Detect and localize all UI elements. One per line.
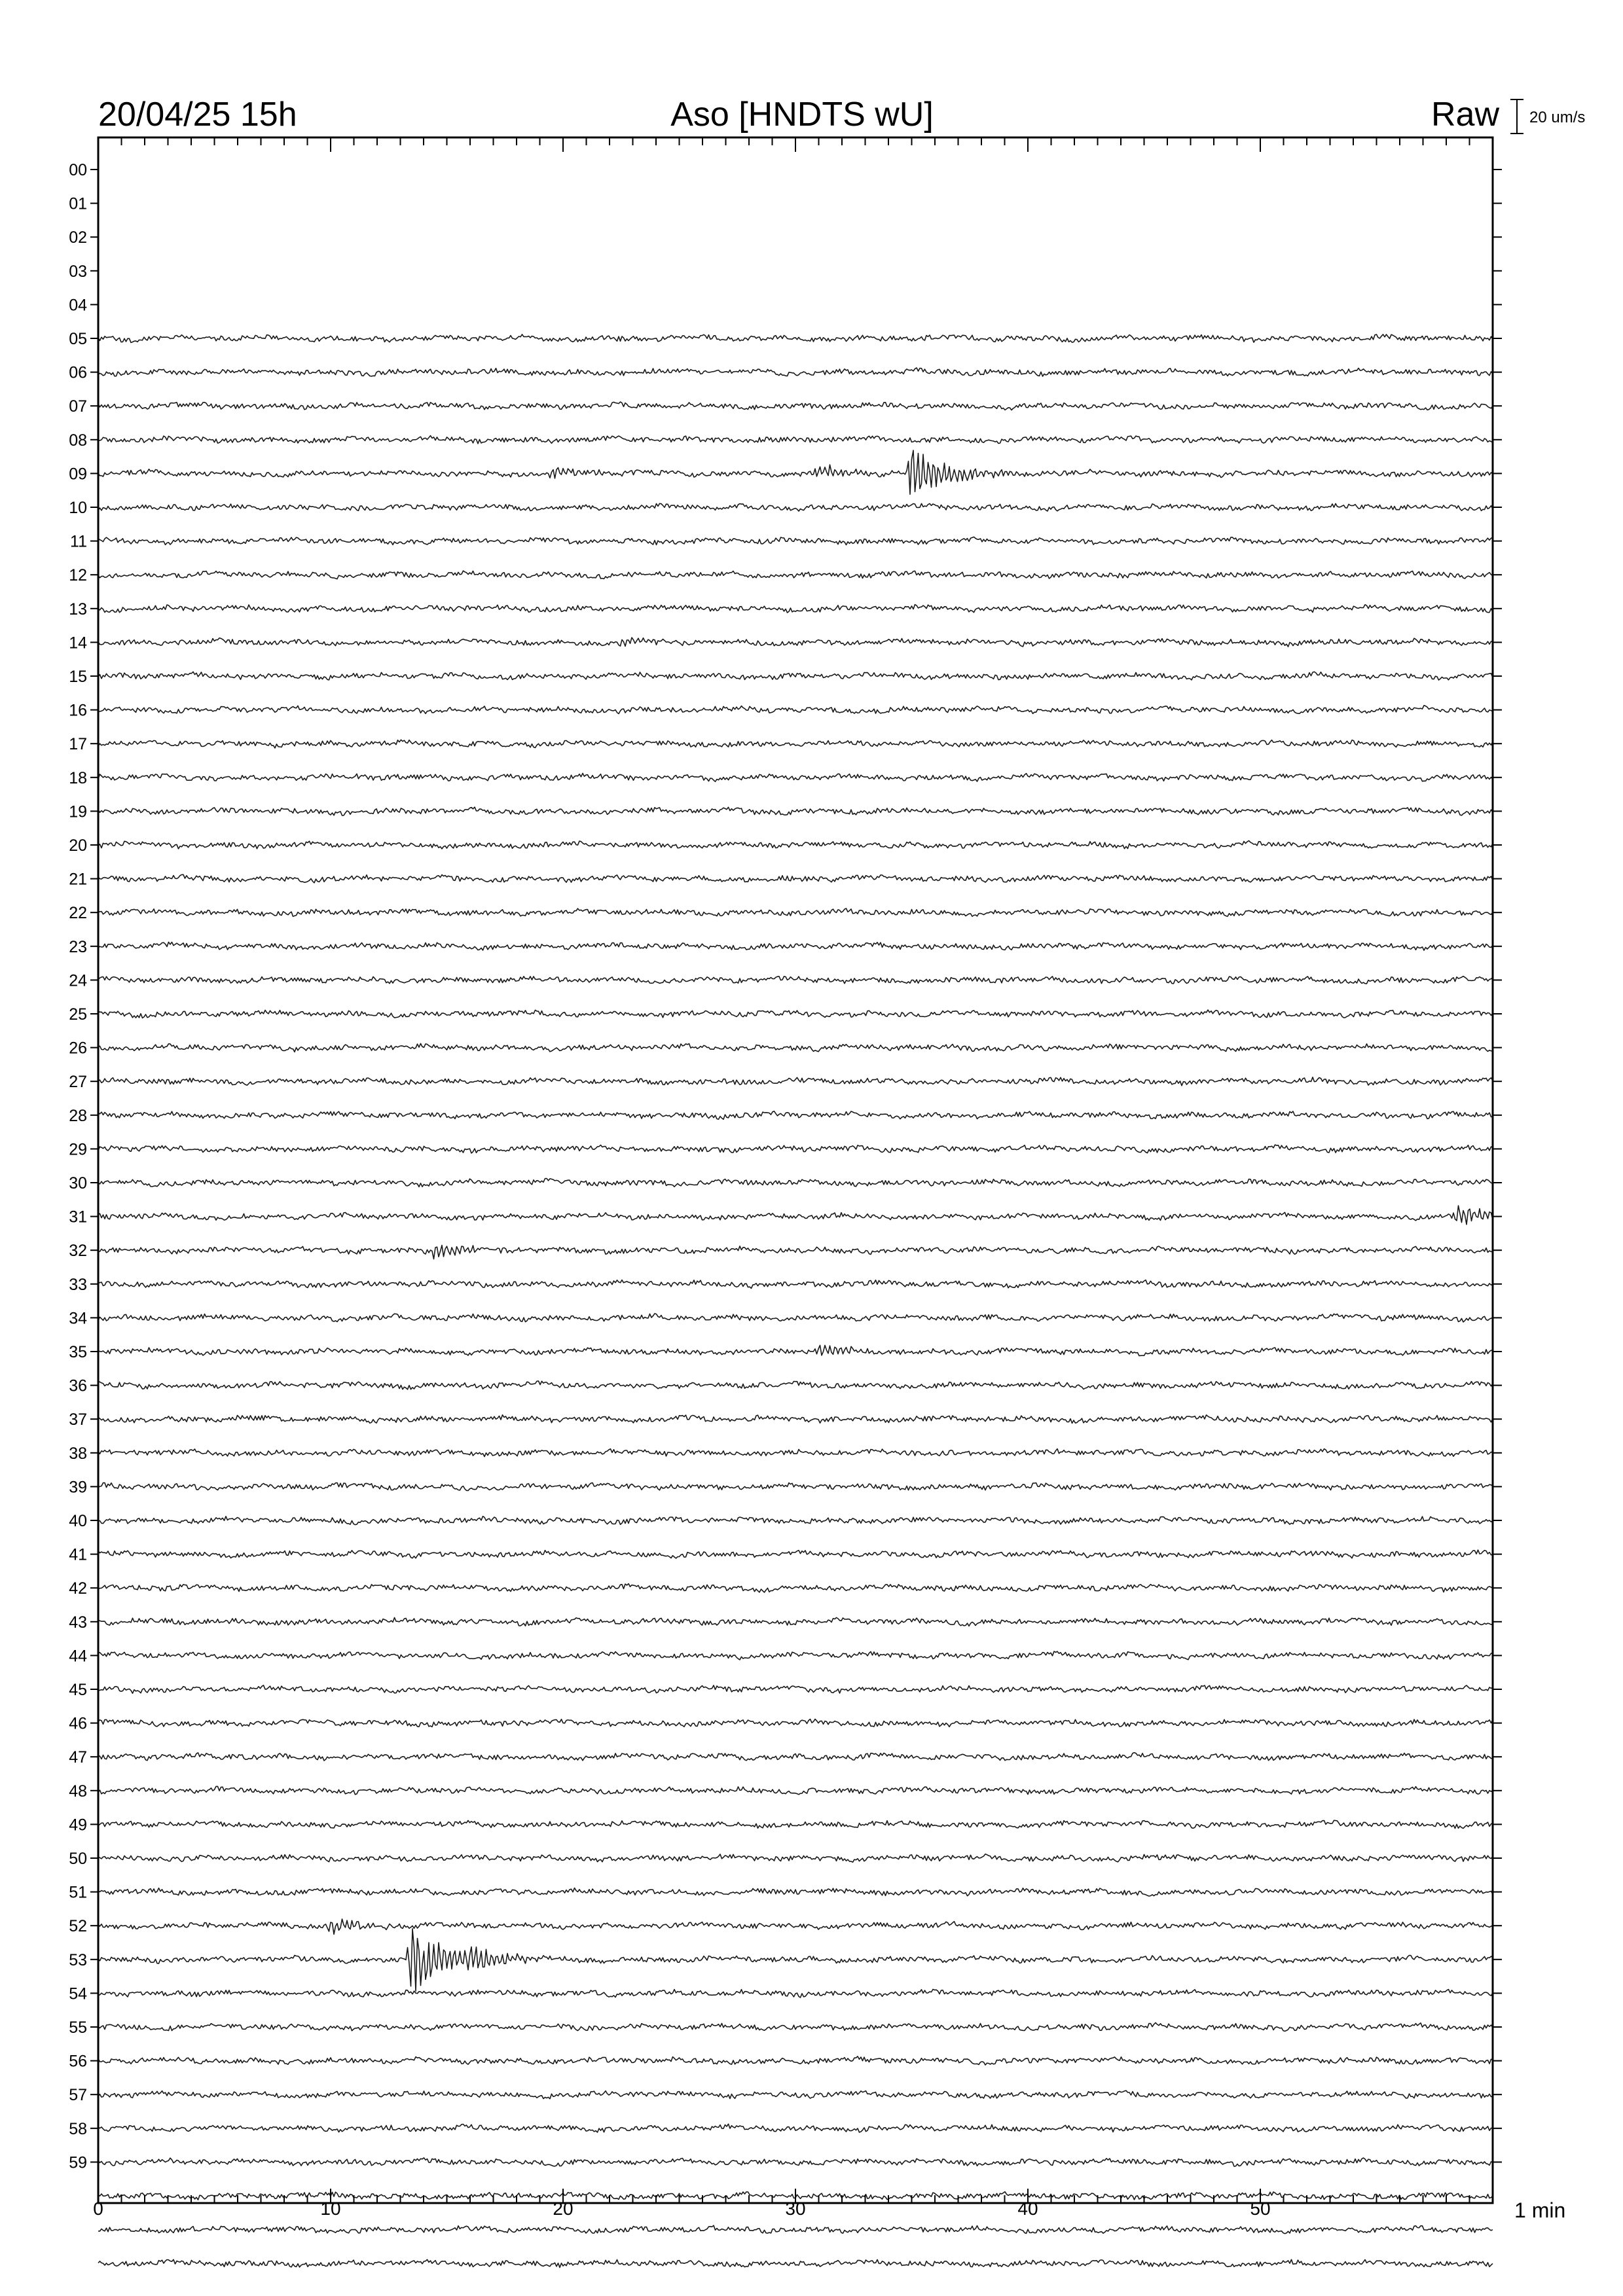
row-label: 12 (69, 566, 87, 585)
row-label: 41 (69, 1545, 87, 1564)
row-label: 17 (69, 735, 87, 754)
trace-line (98, 706, 1493, 714)
scale-label: 20 um/s (1529, 109, 1586, 126)
x-tick-labels (93, 2198, 1270, 2219)
trace-line (98, 1989, 1493, 1998)
row-label: 30 (69, 1174, 87, 1193)
row-label: 58 (69, 2119, 87, 2138)
row-label: 11 (70, 532, 87, 551)
trace-line (98, 2022, 1493, 2031)
trace-line (98, 807, 1493, 816)
trace-line (98, 2259, 1493, 2267)
trace-line (98, 1685, 1493, 1693)
row-label: 24 (69, 971, 87, 990)
trace-line (98, 537, 1493, 545)
trace-line (98, 1043, 1493, 1052)
row-label: 31 (69, 1208, 87, 1227)
row-label: 10 (69, 499, 87, 517)
row-labels (69, 161, 87, 2172)
row-label: 34 (69, 1309, 87, 1328)
row-label: 55 (69, 2018, 87, 2037)
row-label: 15 (69, 668, 87, 686)
row-label: 19 (69, 802, 87, 821)
mode-label: Raw (1431, 96, 1499, 134)
trace-line (98, 637, 1493, 647)
row-label: 36 (69, 1376, 87, 1395)
trace-line (98, 1854, 1493, 1862)
trace-line (98, 1786, 1493, 1794)
row-label: 13 (69, 600, 87, 619)
row-label: 43 (69, 1613, 87, 1632)
trace-line (98, 436, 1493, 444)
row-label: 28 (69, 1106, 87, 1125)
trace-line (98, 2225, 1493, 2234)
trace-line (98, 1077, 1493, 1086)
trace-line (98, 942, 1493, 950)
plot-frame (98, 137, 1493, 2203)
row-label: 53 (69, 1950, 87, 1969)
trace-line (98, 503, 1493, 511)
row-label: 54 (69, 1984, 87, 2003)
trace-line (98, 1345, 1493, 1355)
trace-line (98, 672, 1493, 680)
row-label: 57 (69, 2086, 87, 2105)
row-label: 09 (69, 465, 87, 484)
trace-line (98, 1516, 1493, 1525)
trace-line (98, 874, 1493, 883)
row-label: 35 (69, 1343, 87, 1361)
trace-line (98, 908, 1493, 916)
row-label: 38 (69, 1444, 87, 1463)
row-label: 40 (69, 1512, 87, 1530)
trace-line (98, 2090, 1493, 2098)
x-tick-label: 40 (1017, 2198, 1038, 2219)
row-label: 01 (69, 194, 87, 213)
x-tick-label: 10 (320, 2198, 341, 2219)
trace-line (98, 1651, 1493, 1660)
trace-line (98, 1246, 1493, 1259)
trace-line (98, 841, 1493, 849)
row-label: 49 (69, 1816, 87, 1835)
row-label: 04 (69, 296, 87, 315)
trace-line (98, 1550, 1493, 1558)
row-label: 16 (69, 701, 87, 720)
x-tick-label: 0 (93, 2198, 103, 2219)
trace-line (98, 1381, 1493, 1390)
row-label: 42 (69, 1579, 87, 1598)
trace-line (98, 2124, 1493, 2132)
trace-line (98, 334, 1493, 343)
trace-line (98, 1618, 1493, 1626)
trace-line (98, 1415, 1493, 1424)
station-title: Aso [HNDTS wU] (670, 96, 934, 134)
row-label: 26 (69, 1039, 87, 1058)
x-tick-label: 30 (785, 2198, 806, 2219)
trace-line (98, 2158, 1493, 2166)
row-label: 48 (69, 1782, 87, 1801)
row-label: 32 (69, 1242, 87, 1261)
trace-group (98, 334, 1493, 2268)
amplitude-scale-bar (1510, 99, 1523, 134)
row-label: 46 (69, 1714, 87, 1733)
row-label: 27 (69, 1073, 87, 1092)
trace-line (98, 1929, 1493, 1991)
trace-line (98, 571, 1493, 579)
row-label: 21 (69, 870, 87, 889)
row-label: 29 (69, 1140, 87, 1159)
row-label: 00 (69, 161, 87, 179)
trace-line (98, 1820, 1493, 1828)
x-tick-label: 50 (1250, 2198, 1271, 2219)
trace-line (98, 402, 1493, 410)
row-label: 47 (69, 1748, 87, 1767)
row-label: 06 (69, 363, 87, 382)
row-label: 59 (69, 2153, 87, 2172)
date-hour-label: 20/04/25 15h (98, 96, 297, 134)
row-label: 37 (69, 1410, 87, 1429)
trace-line (98, 1584, 1493, 1592)
row-label: 14 (69, 634, 87, 653)
trace-line (98, 1449, 1493, 1457)
trace-line (98, 2056, 1493, 2065)
trace-line (98, 1179, 1493, 1187)
row-label: 51 (69, 1883, 87, 1902)
trace-line (98, 1206, 1493, 1225)
row-label: 03 (69, 262, 87, 281)
trace-line (98, 1111, 1493, 1119)
trace-line (98, 1010, 1493, 1018)
row-label: 50 (69, 1850, 87, 1868)
row-label: 02 (69, 228, 87, 247)
trace-line (98, 1888, 1493, 1896)
trace-line (98, 1145, 1493, 1153)
trace-line (98, 774, 1493, 782)
trace-line (98, 1719, 1493, 1727)
x-unit-label: 1 min (1514, 2198, 1566, 2222)
trace-line (98, 368, 1493, 376)
trace-line (98, 450, 1493, 494)
trace-line (98, 605, 1493, 613)
row-label: 52 (69, 1917, 87, 1936)
row-label: 18 (69, 768, 87, 787)
row-label: 45 (69, 1681, 87, 1699)
trace-line (98, 1919, 1493, 1934)
row-label: 44 (69, 1647, 87, 1666)
row-label: 23 (69, 937, 87, 956)
row-label: 22 (69, 904, 87, 923)
trace-line (98, 1314, 1493, 1322)
row-label: 05 (69, 330, 87, 348)
trace-line (98, 1280, 1493, 1289)
trace-line (98, 740, 1493, 748)
trace-line (98, 1483, 1493, 1491)
row-label: 39 (69, 1478, 87, 1497)
row-label: 07 (69, 397, 87, 416)
row-label: 08 (69, 431, 87, 450)
trace-line (98, 1753, 1493, 1761)
trace-line (98, 977, 1493, 984)
row-label: 33 (69, 1275, 87, 1294)
x-tick-label: 20 (553, 2198, 574, 2219)
row-label: 20 (69, 836, 87, 855)
row-label: 56 (69, 2052, 87, 2071)
row-label: 25 (69, 1005, 87, 1024)
